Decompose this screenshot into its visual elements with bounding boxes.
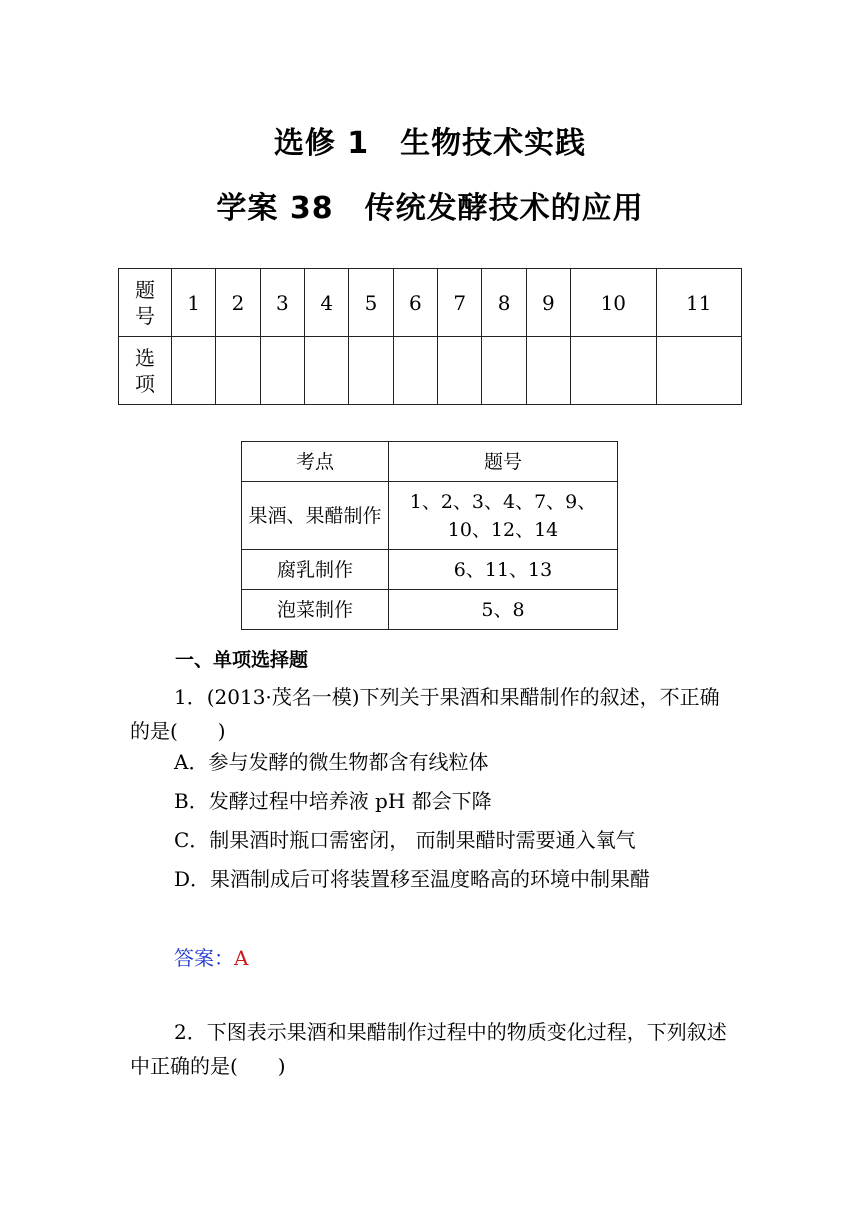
row-label-text: 选 项 bbox=[135, 345, 155, 396]
question-1-option-a[interactable]: A．参与发酵的微生物都含有线粒体 bbox=[174, 750, 489, 774]
answer-input-cell[interactable] bbox=[349, 337, 393, 405]
answer-input-cell[interactable] bbox=[571, 337, 656, 405]
topic-header-cell: 考点 bbox=[242, 442, 389, 482]
answer-input-cell[interactable] bbox=[438, 337, 482, 405]
question-number-cell: 8 bbox=[482, 269, 526, 337]
topic-row bbox=[242, 482, 618, 550]
answer-grid bbox=[118, 268, 742, 405]
answer-input-cell[interactable] bbox=[260, 337, 304, 405]
question-number-cell: 1 bbox=[172, 269, 216, 337]
question-1-option-d[interactable]: D．果酒制成后可将装置移至温度略高的环境中制果醋 bbox=[174, 867, 651, 891]
question-1-option-b[interactable]: B．发酵过程中培养液 pH 都会下降 bbox=[174, 789, 492, 813]
topic-table-header bbox=[242, 442, 618, 482]
question-number-cell: 9 bbox=[526, 269, 570, 337]
answer-input-cell[interactable] bbox=[305, 337, 349, 405]
topic-cell: 腐乳制作 bbox=[242, 550, 389, 590]
question-number-cell: 6 bbox=[393, 269, 437, 337]
answer-value: A bbox=[234, 946, 249, 970]
answer-grid-choice-row bbox=[119, 337, 742, 405]
topic-row bbox=[242, 550, 618, 590]
questions-cell: 1、2、3、4、7、9、10、12、14 bbox=[389, 482, 618, 550]
question-number-cell: 2 bbox=[216, 269, 260, 337]
answer-input-cell[interactable] bbox=[482, 337, 526, 405]
topic-cell: 果酒、果醋制作 bbox=[242, 482, 389, 550]
question-number-cell: 11 bbox=[656, 269, 742, 337]
topic-cell: 泡菜制作 bbox=[242, 590, 389, 630]
question-number-cell: 3 bbox=[260, 269, 304, 337]
question-number-cell: 10 bbox=[571, 269, 656, 337]
answer-input-cell[interactable] bbox=[656, 337, 742, 405]
questions-cell: 5、8 bbox=[389, 590, 618, 630]
question-2-stem: 2．下图表示果酒和果醋制作过程中的物质变化过程，下列叙述中正确的是( ) bbox=[130, 1020, 727, 1078]
answer-input-cell[interactable] bbox=[393, 337, 437, 405]
chapter-title: 选修 1 生物技术实践 bbox=[273, 126, 587, 161]
row-label-text: 题 号 bbox=[135, 277, 155, 328]
question-number-cell: 4 bbox=[305, 269, 349, 337]
answer-grid-row-label bbox=[119, 269, 172, 337]
question-1-answer bbox=[174, 942, 248, 971]
answer-input-cell[interactable] bbox=[526, 337, 570, 405]
questions-cell: 6、11、13 bbox=[389, 550, 618, 590]
questions-header-cell: 题号 bbox=[389, 442, 618, 482]
question-1-stem: 1．(2013·茂名一模)下列关于果酒和果醋制作的叙述，不正确的是( ) bbox=[130, 685, 720, 743]
lesson-title: 学案 38 传统发酵技术的应用 bbox=[216, 191, 644, 226]
answer-input-cell[interactable] bbox=[172, 337, 216, 405]
answer-grid-number-row bbox=[119, 269, 742, 337]
question-1-option-c[interactable]: C．制果酒时瓶口需密闭， 而制果醋时需要通入氧气 bbox=[174, 828, 636, 852]
section-title: 一、单项选择题 bbox=[175, 649, 309, 671]
answer-grid-row-label bbox=[119, 337, 172, 405]
answer-input-cell[interactable] bbox=[216, 337, 260, 405]
question-number-cell: 7 bbox=[438, 269, 482, 337]
question-number-cell: 5 bbox=[349, 269, 393, 337]
topic-row bbox=[242, 590, 618, 630]
answer-label: 答案： bbox=[174, 946, 234, 970]
topic-table bbox=[241, 441, 618, 630]
